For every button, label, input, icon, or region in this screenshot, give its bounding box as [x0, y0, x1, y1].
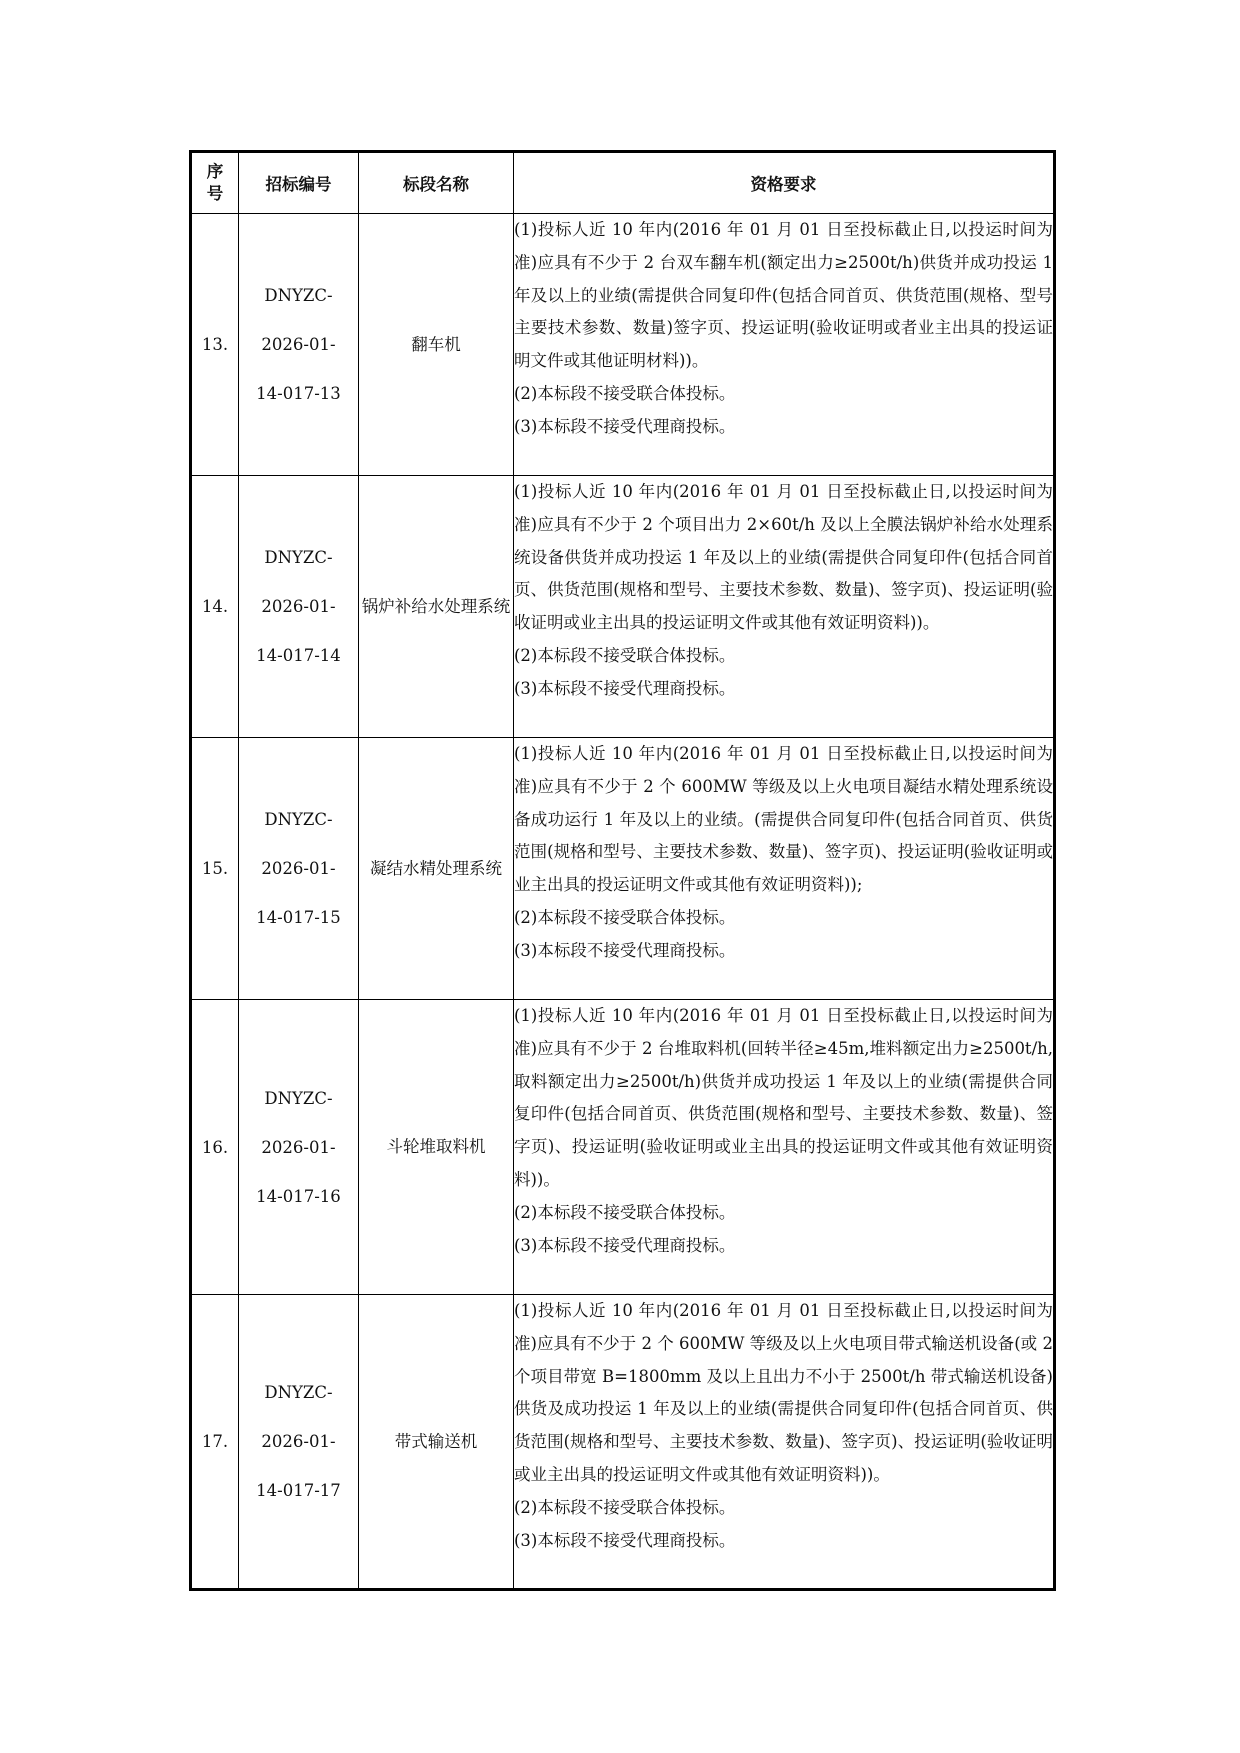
requirement-item: (3)本标段不接受代理商投标。 — [514, 416, 736, 436]
row-section-name: 凝结水精处理系统 — [359, 738, 514, 1000]
row-seq: 14. — [191, 476, 239, 738]
table-row — [191, 1295, 1055, 1590]
row-section-name: 翻车机 — [359, 214, 514, 476]
requirement-item: (3)本标段不接受代理商投标。 — [514, 1530, 736, 1550]
requirement-item: (2)本标段不接受联合体投标。 — [514, 1202, 736, 1222]
row-section-name: 锅炉补给水处理系统 — [359, 476, 514, 738]
row-seq: 16. — [191, 1000, 239, 1295]
row-requirements — [514, 214, 1055, 476]
row-code — [239, 476, 359, 738]
qualification-table — [189, 150, 1056, 1591]
header-requirement: 资格要求 — [514, 152, 1055, 214]
header-seq — [191, 152, 239, 214]
row-code — [239, 738, 359, 1000]
row-requirements — [514, 1295, 1055, 1590]
row-seq: 15. — [191, 738, 239, 1000]
row-code — [239, 214, 359, 476]
requirement-item: (2)本标段不接受联合体投标。 — [514, 645, 736, 665]
requirement-item: (1)投标人近 10 年内(2016 年 01 月 01 日至投标截止日,以投运时间为准)应具有不少于 2 个项目出力 2×60t/h 及以上全膜法锅炉补给水处理系统设备供货并成功投运 1 年及以上的业绩(需提供合同复印件(包括合同首页、供货范围(规格和型号、主要技术参数、数量)、签字页)、投运证明(验收证明或业主出具的投运证明文件或其他有效证明资料))。 — [514, 482, 1053, 633]
table-row — [191, 476, 1055, 738]
requirement-item: (2)本标段不接受联合体投标。 — [514, 1497, 736, 1517]
code-part: 2026-01- — [261, 1137, 336, 1157]
code-part: DNYZC- — [264, 286, 333, 305]
row-seq: 17. — [191, 1295, 239, 1590]
requirement-item: (1)投标人近 10 年内(2016 年 01 月 01 日至投标截止日,以投运时间为准)应具有不少于 2 个 600MW 等级及以上火电项目带式输送机设备(或 2 个项目带宽 B=1800mm 及以上且出力不小于 2500t/h 带式输送机设备)供货及成功投运 1 年及以上的业绩(需提供合同复印件(包括合同首页、供货范围(规格和型号、主要技术参数、数量)、签字页)、投运证明(验收证明或业主出具的投运证明文件或其他有效证明资料))。 — [514, 1301, 1053, 1484]
requirement-item: (3)本标段不接受代理商投标。 — [514, 678, 736, 698]
table-row — [191, 738, 1055, 1000]
row-code — [239, 1295, 359, 1590]
table-row — [191, 214, 1055, 476]
row-code — [239, 1000, 359, 1295]
requirement-item: (1)投标人近 10 年内(2016 年 01 月 01 日至投标截止日,以投运时间为准)应具有不少于 2 个 600MW 等级及以上火电项目凝结水精处理系统设备成功运行 1 年及以上的业绩。(需提供合同复印件(包括合同首页、供货范围(规格和型号、主要技术参数、数量)、签字页)、投运证明(验收证明或业主出具的投运证明文件或其他有效证明资料)); — [514, 744, 1053, 895]
code-part: 2026-01- — [261, 1432, 336, 1451]
row-seq: 13. — [191, 214, 239, 476]
code-part: DNYZC- — [264, 1383, 333, 1402]
header-code: 招标编号 — [239, 152, 359, 214]
table-row — [191, 1000, 1055, 1295]
table-header-row — [191, 152, 1055, 214]
requirement-item: (3)本标段不接受代理商投标。 — [514, 940, 736, 960]
code-part: DNYZC- — [264, 810, 333, 829]
code-part: 14-017-17 — [256, 1481, 341, 1500]
code-part: 2026-01- — [261, 597, 336, 616]
code-part: 14-017-16 — [256, 1186, 341, 1206]
row-section-name: 斗轮堆取料机 — [359, 1000, 514, 1295]
code-part: 14-017-14 — [256, 646, 341, 665]
row-requirements — [514, 1000, 1055, 1295]
code-part: 14-017-13 — [256, 384, 341, 403]
requirement-item: (1)投标人近 10 年内(2016 年 01 月 01 日至投标截止日,以投运时间为准)应具有不少于 2 台双车翻车机(额定出力≥2500t/h)供货并成功投运 1 年及以上的业绩(需提供合同复印件(包括合同首页、供货范围(规格、型号主要技术参数、数量)签字页、投运证明(验收证明或者业主出具的投运证明文件或其他证明材料))。 — [514, 220, 1053, 371]
header-seq-label: 序号 — [206, 162, 224, 203]
code-part: DNYZC- — [264, 1088, 333, 1108]
requirement-item: (2)本标段不接受联合体投标。 — [514, 383, 736, 403]
code-part: 2026-01- — [261, 859, 336, 878]
row-section-name: 带式输送机 — [359, 1295, 514, 1590]
requirement-item: (3)本标段不接受代理商投标。 — [514, 1235, 736, 1255]
requirement-item: (1)投标人近 10 年内(2016 年 01 月 01 日至投标截止日,以投运时间为准)应具有不少于 2 台堆取料机(回转半径≥45m,堆料额定出力≥2500t/h,取料额定出力≥2500t/h)供货并成功投运 1 年及以上的业绩(需提供合同复印件(包括合同首页、供货范围(规格和型号、主要技术参数、数量)、签字页)、投运证明(验收证明或业主出具的投运证明文件或其他有效证明资料))。 — [514, 1006, 1053, 1189]
header-name: 标段名称 — [359, 152, 514, 214]
code-part: 2026-01- — [261, 335, 336, 354]
row-requirements — [514, 476, 1055, 738]
code-part: 14-017-15 — [256, 908, 341, 927]
code-part: DNYZC- — [264, 548, 333, 567]
row-requirements — [514, 738, 1055, 1000]
requirement-item: (2)本标段不接受联合体投标。 — [514, 907, 736, 927]
